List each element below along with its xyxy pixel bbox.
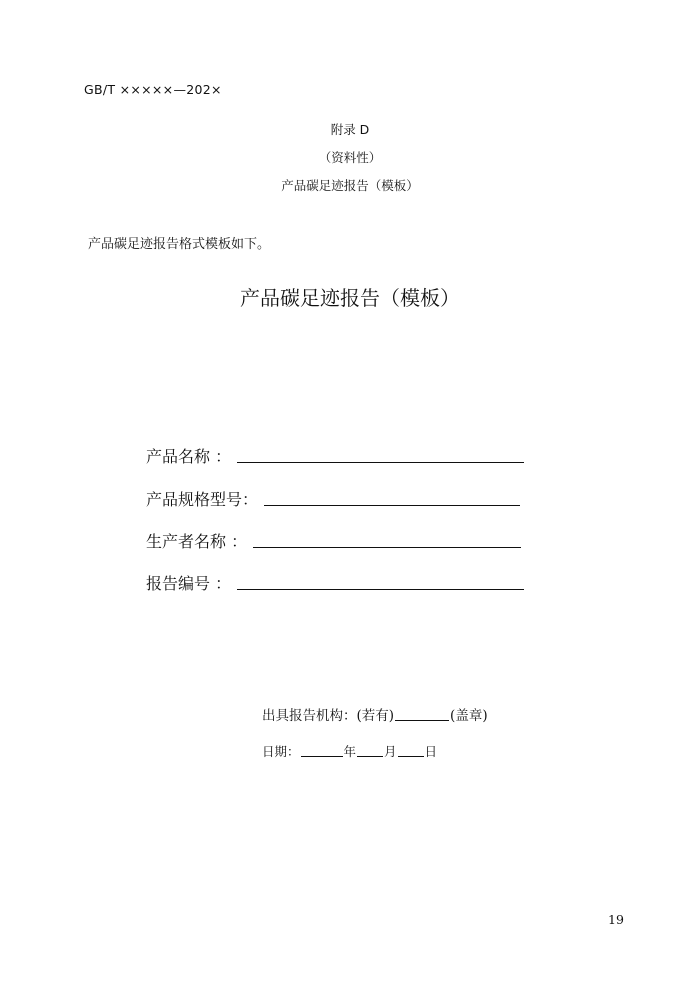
producer-name-blank-line (253, 546, 521, 548)
report-number-blank-line (237, 588, 524, 590)
day-blank-line (398, 755, 424, 757)
date-label: 日期： (262, 744, 300, 759)
day-label: 日 (424, 744, 438, 759)
issuer-blank-line (395, 719, 449, 721)
product-name-blank-line (237, 461, 524, 463)
report-title: 产品碳足迹报告（模板） (240, 286, 460, 310)
report-number-field (146, 571, 524, 594)
year-blank-line (301, 755, 343, 757)
product-model-blank-line (264, 504, 520, 506)
month-label: 月 (384, 744, 397, 759)
seal-label: (盖章) (450, 708, 488, 724)
product-name-label: 产品名称 ： (146, 447, 232, 466)
product-name-field (146, 444, 524, 467)
page-number: 19 (608, 912, 624, 927)
intro-text: 产品碳足迹报告格式模板如下。 (88, 237, 271, 252)
standard-code: GB/T ×××××—202× (84, 82, 222, 97)
product-model-label: 产品规格型号： (146, 490, 259, 509)
issuer-row (262, 704, 488, 724)
producer-name-field (146, 529, 521, 552)
report-number-label: 报告编号 ： (146, 574, 232, 593)
appendix-nature: （资料性） (318, 150, 382, 165)
product-model-field (146, 487, 520, 510)
year-label: 年 (343, 744, 357, 759)
appendix-label: 附录 D (330, 122, 370, 137)
appendix-title: 产品碳足迹报告（模板） (281, 178, 419, 193)
producer-name-label: 生产者名称 ： (146, 532, 248, 551)
month-blank-line (357, 755, 383, 757)
date-row (262, 742, 437, 760)
issuer-label: 出具报告机构：(若有) (262, 708, 395, 724)
